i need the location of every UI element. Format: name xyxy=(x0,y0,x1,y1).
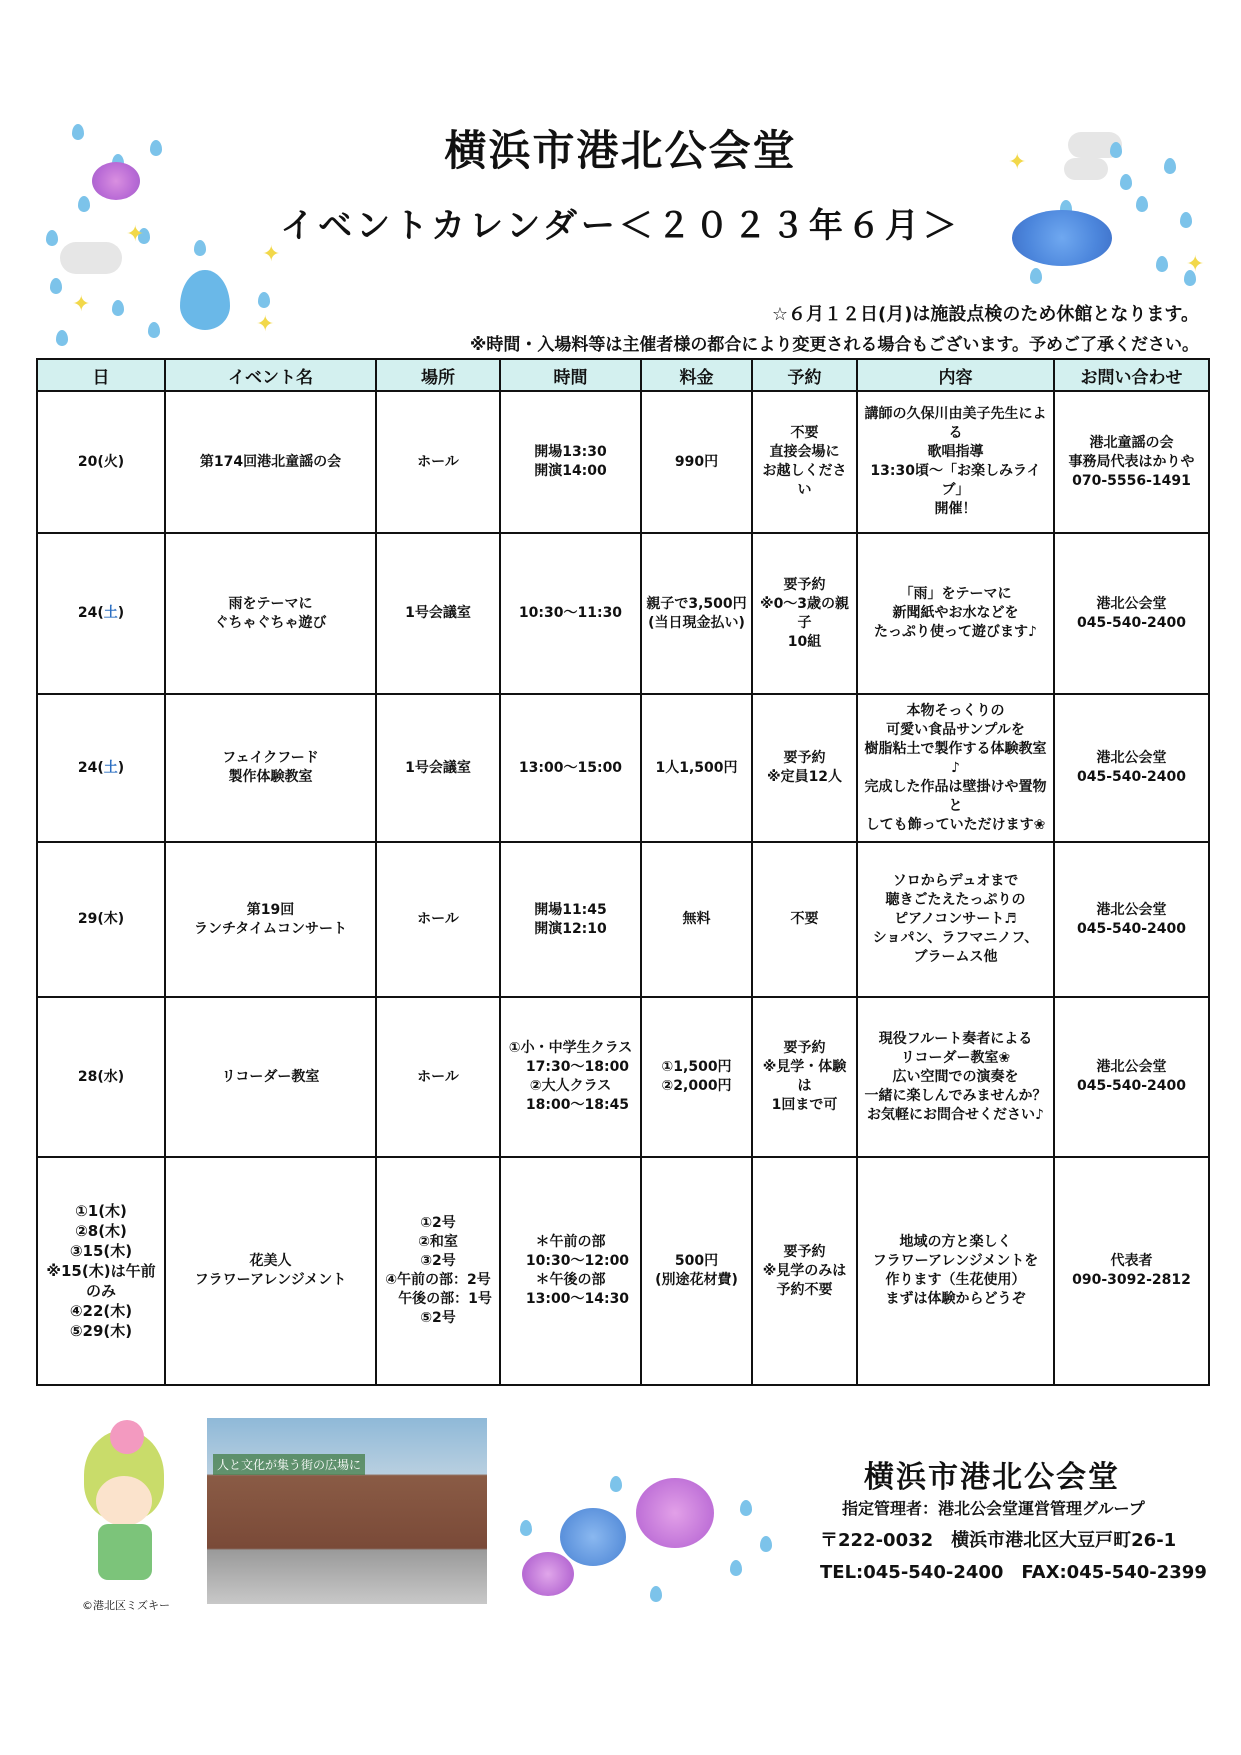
building-photo xyxy=(207,1418,487,1604)
event-name: リコーダー教室 xyxy=(165,997,376,1157)
event-place: ホール xyxy=(376,842,500,997)
event-reservation: 要予約 ※定員12人 xyxy=(752,694,857,842)
table-row xyxy=(37,533,1209,694)
event-contact: 港北公会堂 045-540-2400 xyxy=(1054,997,1209,1157)
event-day: 24(土) xyxy=(37,533,165,694)
event-time: ＊午前の部 10:30～12:00 ＊午後の部 13:00～14:30 xyxy=(500,1157,641,1385)
footer-manager: 指定管理者：港北公会堂運営管理グループ xyxy=(842,1499,1145,1518)
event-content: 講師の久保川由美子先生による 歌唱指導 13:30頃～「お楽しみライブ」 開催！ xyxy=(857,391,1054,533)
table-row xyxy=(37,842,1209,997)
event-name: 第174回港北童謡の会 xyxy=(165,391,376,533)
header-contact: お問い合わせ xyxy=(1054,359,1209,391)
day-number: 20 xyxy=(77,453,98,470)
day-number: 28 xyxy=(77,1068,98,1085)
day-weekday: 水 xyxy=(103,1068,118,1085)
closure-note: ☆６月１２日(月)は施設点検のため休館となります。 xyxy=(771,304,1199,325)
day-number: 24 xyxy=(77,759,98,776)
event-fee: 1人1,500円 xyxy=(641,694,752,842)
table-row xyxy=(37,694,1209,842)
day-weekday: 火 xyxy=(103,453,118,470)
table-header-row xyxy=(37,359,1209,391)
table-row xyxy=(37,997,1209,1157)
header-time: 時間 xyxy=(500,359,641,391)
event-reservation: 要予約 ※0～3歳の親子 10組 xyxy=(752,533,857,694)
page-title: 横浜市港北公会堂 xyxy=(444,126,797,175)
hydrangea-icon xyxy=(636,1478,714,1548)
event-contact: 港北公会堂 045-540-2400 xyxy=(1054,842,1209,997)
header-fee: 料金 xyxy=(641,359,752,391)
event-content: ソロからデュオまで 聴きごたえたっぷりの ピアノコンサート♬ ショパン、ラフマニノフ、 ブラームス他 xyxy=(857,842,1054,997)
event-name: 雨をテーマに ぐちゃぐちゃ遊び xyxy=(165,533,376,694)
event-reservation: 不要 直接会場に お越しください xyxy=(752,391,857,533)
day-weekday: 土 xyxy=(103,605,118,621)
event-day: 28(水) xyxy=(37,997,165,1157)
event-fee: 無料 xyxy=(641,842,752,997)
event-reservation: 要予約 ※見学のみは 予約不要 xyxy=(752,1157,857,1385)
day-weekday: 木 xyxy=(103,911,118,927)
header-place: 場所 xyxy=(376,359,500,391)
event-name: 花美人 フラワーアレンジメント xyxy=(165,1157,376,1385)
event-contact: 港北公会堂 045-540-2400 xyxy=(1054,694,1209,842)
event-time: 13:00～15:00 xyxy=(500,694,641,842)
hydrangea-icon xyxy=(522,1552,574,1596)
event-time: 開場13:30 開演14:00 xyxy=(500,391,641,533)
event-fee: 500円 (別途花材費) xyxy=(641,1157,752,1385)
change-note: ※時間・入場料等は主催者様の都合により変更される場合もございます。予めご了承ください。 xyxy=(469,335,1199,355)
mascot-credit: ©港北区ミズキー xyxy=(82,1599,170,1612)
event-fee: ①1,500円 ②2,000円 xyxy=(641,997,752,1157)
header-day: 日 xyxy=(37,359,165,391)
event-fee: 990円 xyxy=(641,391,752,533)
hydrangea-icon xyxy=(560,1508,626,1566)
event-place: ホール xyxy=(376,391,500,533)
event-time: 10:30～11:30 xyxy=(500,533,641,694)
event-contact: 代表者 090-3092-2812 xyxy=(1054,1157,1209,1385)
day-number: 29 xyxy=(77,911,98,927)
event-place: ①2号 ②和室 ③2号 ④午前の部：2号 午後の部：1号 ⑤2号 xyxy=(376,1157,500,1385)
event-reservation: 不要 xyxy=(752,842,857,997)
photo-caption: 人と文化が集う街の広場に xyxy=(213,1454,365,1475)
event-contact: 港北童謡の会 事務局代表はかりや 070-5556-1491 xyxy=(1054,391,1209,533)
event-day: 20(火) xyxy=(37,391,165,533)
footer-facility-name: 横浜市港北公会堂 xyxy=(864,1460,1120,1495)
event-content: 現役フルート奏者による リコーダー教室❀ 広い空間での演奏を 一緒に楽しんでみませんか？ お気軽にお問合せください♪ xyxy=(857,997,1054,1157)
event-fee: 親子で3,500円 (当日現金払い) xyxy=(641,533,752,694)
event-place: 1号会議室 xyxy=(376,533,500,694)
event-content: 本物そっくりの 可愛い食品サンプルを 樹脂粘土で製作する体験教室♪ 完成した作品は壁掛けや置物と しても飾っていただけます❀ xyxy=(857,694,1054,842)
event-reservation: 要予約 ※見学・体験は 1回まで可 xyxy=(752,997,857,1157)
event-day: ①1(木) ②8(木) ③15(木) ※15(木)は午前のみ ④22(木) ⑤29(木) xyxy=(37,1157,165,1385)
event-time: 開場11:45 開演12:10 xyxy=(500,842,641,997)
event-place: 1号会議室 xyxy=(376,694,500,842)
event-content: 「雨」をテーマに 新聞紙やお水などを たっぷり使って遊びます♪ xyxy=(857,533,1054,694)
header-content: 内容 xyxy=(857,359,1054,391)
event-contact: 港北公会堂 045-540-2400 xyxy=(1054,533,1209,694)
day-number: 24 xyxy=(77,605,98,621)
event-place: ホール xyxy=(376,997,500,1157)
event-day: 29(木) xyxy=(37,842,165,997)
raindrop-character-icon xyxy=(180,270,230,330)
event-content: 地域の方と楽しく フラワーアレンジメントを 作ります（生花使用） まずは体験からどうぞ xyxy=(857,1157,1054,1385)
event-name: 第19回 ランチタイムコンサート xyxy=(165,842,376,997)
table-row xyxy=(37,1157,1209,1385)
page-subtitle: イベントカレンダー＜２０２３年６月＞ xyxy=(280,206,961,246)
event-calendar-table xyxy=(36,358,1210,1386)
header-event-name: イベント名 xyxy=(165,359,376,391)
event-day: 24(土) xyxy=(37,694,165,842)
footer-address: 〒222-0032 横浜市港北区大豆戸町26-1 xyxy=(820,1530,1177,1551)
mascot-mizukey-icon xyxy=(70,1420,180,1590)
table-row xyxy=(37,391,1209,533)
event-time: ①小・中学生クラス 17:30～18:00 ②大人クラス 18:00～18:45 xyxy=(500,997,641,1157)
header-reservation: 予約 xyxy=(752,359,857,391)
footer-phone: TEL:045-540-2400 FAX:045-540-2399 xyxy=(820,1562,1207,1583)
event-name: フェイクフード 製作体験教室 xyxy=(165,694,376,842)
day-weekday: 土 xyxy=(103,759,118,776)
